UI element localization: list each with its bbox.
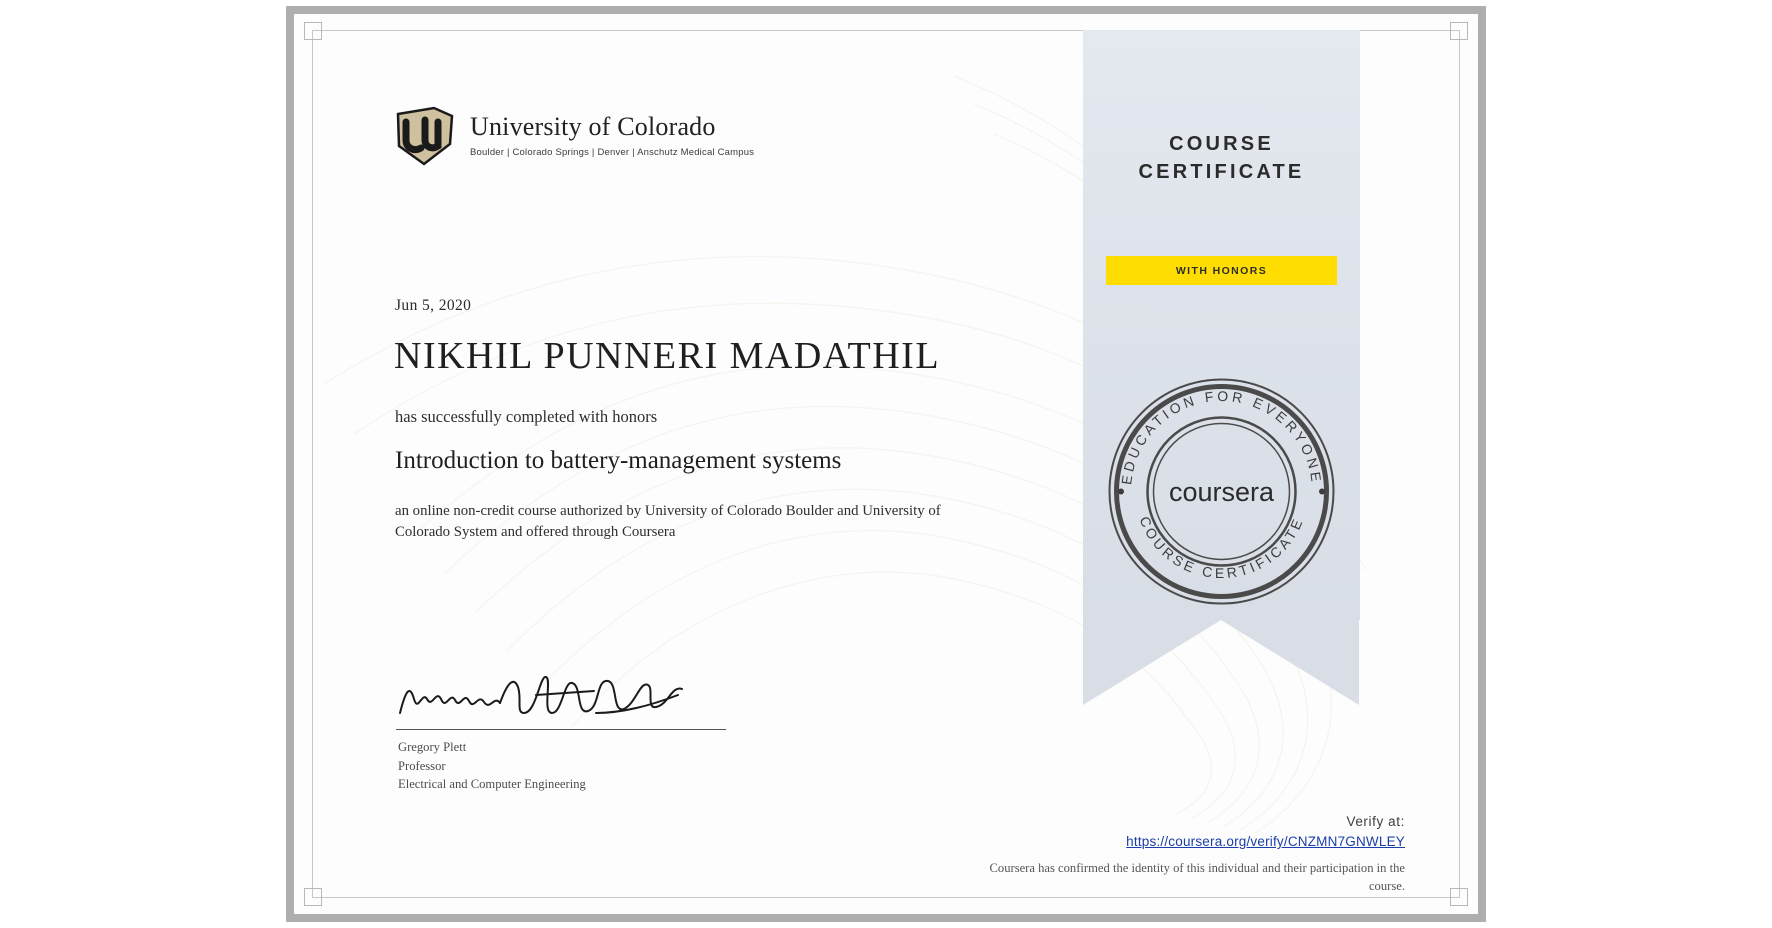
issue-date: Jun 5, 2020 bbox=[395, 297, 472, 314]
with-honors-badge: WITH HONORS bbox=[1106, 256, 1337, 285]
svg-text:coursera: coursera bbox=[1168, 477, 1275, 507]
svg-text:COURSE CERTIFICATE: COURSE CERTIFICATE bbox=[1136, 513, 1307, 582]
course-title: Introduction to battery-management systems bbox=[395, 447, 842, 474]
recipient-name: NIKHIL PUNNERI MADATHIL bbox=[394, 335, 941, 377]
signatory-name: Gregory Plett bbox=[398, 740, 467, 754]
handwritten-signature-icon bbox=[396, 669, 726, 727]
ribbon-title bbox=[1083, 130, 1360, 187]
signatory-details bbox=[398, 738, 586, 794]
cu-buffalo-logo-icon bbox=[394, 104, 456, 168]
corner-ornament-top-left bbox=[304, 22, 322, 40]
university-logo-block bbox=[394, 104, 754, 168]
university-name: University of Colorado bbox=[470, 112, 716, 141]
university-campuses: Boulder | Colorado Springs | Denver | Anschutz Medical Campus bbox=[470, 147, 755, 158]
verification-link[interactable]: https://coursera.org/verify/CNZMN7GNWLEY bbox=[1126, 834, 1405, 849]
completion-statement: has successfully completed with honors bbox=[395, 407, 658, 426]
course-description: an online non-credit course authorized by University of Colorado Boulder and University of Colorado System and offered through Coursera bbox=[395, 503, 941, 540]
signature-line bbox=[396, 729, 726, 730]
ribbon-title-line1: COURSE bbox=[1169, 133, 1274, 155]
coursera-seal-icon bbox=[1105, 375, 1338, 608]
certificate-frame bbox=[286, 6, 1486, 922]
signatory-title: Professor bbox=[398, 758, 446, 773]
certificate-paper bbox=[294, 14, 1478, 914]
corner-ornament-bottom-left bbox=[304, 888, 322, 906]
course-certificate-ribbon bbox=[1083, 30, 1360, 705]
corner-ornament-top-right bbox=[1450, 22, 1468, 40]
ribbon-tail bbox=[1083, 620, 1359, 705]
verify-label: Verify at: bbox=[1346, 814, 1405, 829]
ribbon-title-line2: CERTIFICATE bbox=[1138, 161, 1305, 184]
signature-block bbox=[396, 669, 726, 730]
verification-note: Coursera has confirmed the identity of this individual and their participation in the course. bbox=[989, 861, 1405, 893]
verification-block bbox=[985, 814, 1405, 895]
signatory-department: Electrical and Computer Engineering bbox=[398, 777, 586, 792]
svg-text:EDUCATION FOR EVERYONE: EDUCATION FOR EVERYONE bbox=[1118, 387, 1325, 486]
corner-ornament-bottom-right bbox=[1450, 888, 1468, 906]
